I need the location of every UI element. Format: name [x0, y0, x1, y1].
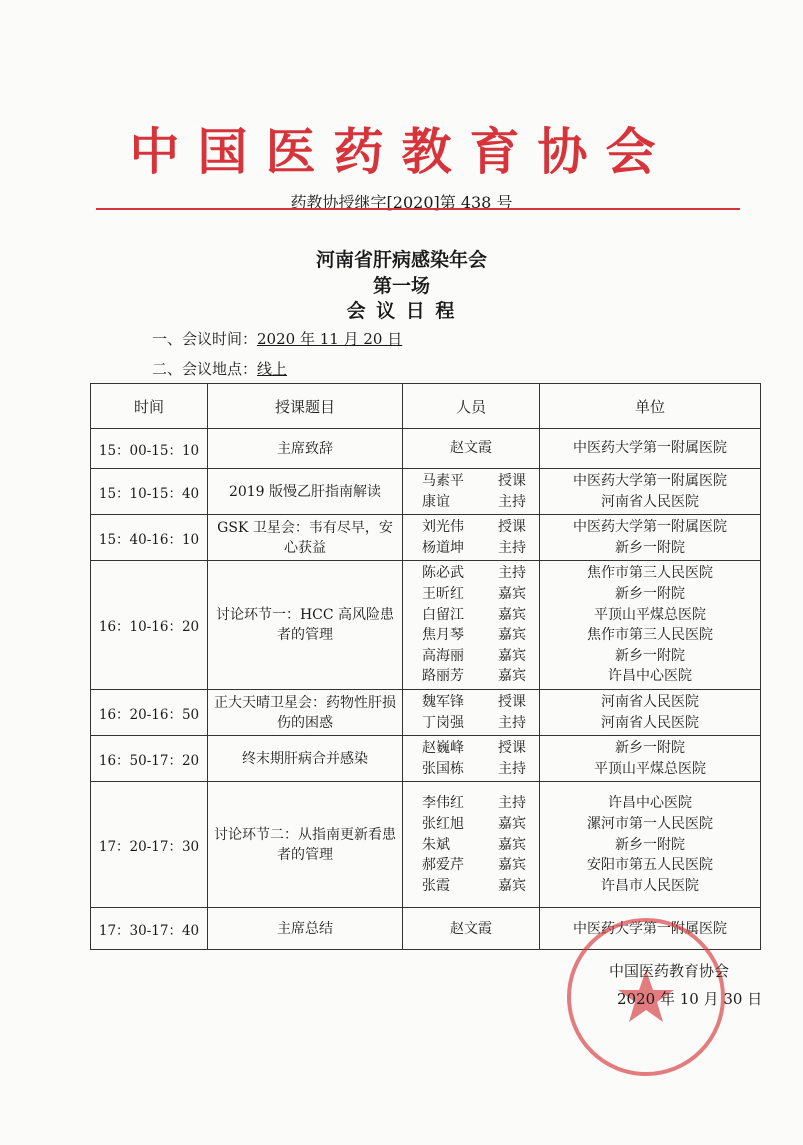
session-people: [403, 561, 540, 690]
table-row: [91, 736, 761, 782]
person-entry: [406, 605, 536, 626]
session-units: [540, 561, 761, 690]
session-time: 15：00-15：10: [91, 429, 208, 469]
unit-name: 安阳市第五人民医院: [587, 857, 713, 874]
unit-name: 许昌市人民医院: [601, 877, 699, 894]
person-role: 嘉宾: [498, 606, 526, 623]
table-row: [91, 782, 761, 908]
session-topic: 讨论环节二：从指南更新看患者的管理: [208, 782, 403, 908]
session-people: [403, 736, 540, 782]
session-topic: GSK 卫星会：韦有尽早，安心获益: [208, 515, 403, 561]
person-role: 主持: [498, 493, 526, 510]
session-time: 16：10-16：20: [91, 561, 208, 690]
header-people: 人员: [403, 384, 540, 429]
person-name: 焦月琴: [422, 627, 464, 644]
footer-organization: 中国医药教育协会: [609, 962, 730, 980]
table-row: [91, 689, 761, 735]
person-entry: [406, 492, 536, 513]
person-name: 张国栋: [422, 760, 464, 777]
session-units: [540, 689, 761, 735]
unit-name: 新乡一附院: [615, 740, 685, 757]
meeting-subtitle: 第一场: [372, 275, 430, 297]
person-entry: [406, 471, 536, 492]
session-people: [403, 782, 540, 908]
person-entry: [406, 835, 536, 856]
person-name: 白留江: [422, 606, 464, 623]
unit-name: 新乡一附院: [615, 539, 685, 556]
person-name: 丁岗强: [422, 714, 464, 731]
table-row: [91, 429, 761, 469]
person-name: 张红旭: [422, 815, 464, 832]
person-entry: [406, 793, 536, 814]
person-entry: [406, 563, 536, 584]
unit-name: 中医药大学第一附属医院: [573, 473, 727, 489]
session-people: [403, 515, 540, 561]
unit-name: 焦作市第三人民医院: [587, 565, 713, 582]
person-name: 赵文霞: [450, 920, 492, 937]
person-entry: [406, 625, 536, 646]
unit-name: 中医药大学第一附属医院: [573, 440, 727, 457]
session-topic: 终末期肝病合并感染: [208, 736, 403, 782]
person-name: 陈必武: [422, 565, 464, 582]
unit-name: 新乡一附院: [615, 585, 685, 602]
unit-name: 河南省人民医院: [601, 693, 699, 710]
person-entry: [406, 713, 536, 734]
session-time: 15：40-16：10: [91, 515, 208, 561]
person-role: 主持: [498, 565, 526, 582]
table-row: [91, 515, 761, 561]
session-people: [403, 908, 540, 950]
session-topic: 2019 版慢乙肝指南解读: [208, 469, 403, 515]
person-entry: [406, 517, 536, 538]
person-role: 嘉宾: [498, 815, 526, 832]
person-entry: [406, 814, 536, 835]
meeting-place-label: 二、会议地点：: [152, 360, 258, 378]
person-role: 嘉宾: [498, 668, 526, 685]
person-name: 马素平: [422, 473, 464, 489]
person-entry: [406, 538, 536, 559]
unit-name: 中医药大学第一附属医院: [573, 920, 727, 937]
person-role: 主持: [498, 760, 526, 777]
meeting-place-value: 线上: [257, 360, 288, 378]
session-units: [540, 429, 761, 469]
person-name: 赵巍峰: [422, 740, 464, 757]
session-units: [540, 782, 761, 908]
unit-name: 河南省人民医院: [601, 493, 699, 510]
table-row: [91, 469, 761, 515]
person-name: 郝爱芹: [422, 857, 464, 874]
person-name: 刘光伟: [422, 519, 464, 536]
meeting-time-value: 2020 年 11 月 20 日: [257, 330, 403, 348]
session-time: 17：20-17：30: [91, 782, 208, 908]
person-role: 嘉宾: [498, 585, 526, 602]
unit-name: 新乡一附院: [615, 647, 685, 664]
person-role: 主持: [498, 714, 526, 731]
person-entry: [406, 759, 536, 780]
person-role: 授课: [498, 473, 526, 489]
person-role: 主持: [498, 795, 526, 812]
document-number: 药教协授继字[2020]第 438 号: [290, 193, 513, 212]
organization-title: 中国医药教育协会: [129, 122, 674, 181]
person-entry: [406, 584, 536, 605]
session-topic: 正大天晴卫星会：药物性肝损伤的困惑: [208, 689, 403, 735]
header-units: 单位: [540, 384, 761, 429]
person-entry: [406, 438, 536, 459]
person-name: 杨道坤: [422, 539, 464, 556]
unit-name: 漯河市第一人民医院: [587, 815, 713, 832]
session-topic: 主席总结: [208, 908, 403, 950]
header-time: 时间: [91, 384, 208, 429]
person-name: 高海丽: [422, 647, 464, 664]
person-name: 赵文霞: [450, 440, 492, 457]
person-name: 王昕红: [422, 585, 464, 602]
meeting-time: [152, 328, 402, 349]
person-role: 主持: [498, 539, 526, 556]
session-time: 16：50-17：20: [91, 736, 208, 782]
session-units: [540, 515, 761, 561]
person-entry: [406, 666, 536, 687]
footer-date: 2020 年 10 月 30 日: [617, 990, 763, 1008]
unit-name: 河南省人民医院: [601, 714, 699, 731]
person-entry: [406, 855, 536, 876]
person-entry: [406, 919, 536, 940]
person-role: 嘉宾: [498, 836, 526, 853]
session-time: 17：30-17：40: [91, 908, 208, 950]
person-role: 嘉宾: [498, 647, 526, 664]
unit-name: 新乡一附院: [615, 836, 685, 853]
person-role: 嘉宾: [498, 857, 526, 874]
person-entry: [406, 692, 536, 713]
session-units: [540, 469, 761, 515]
person-name: 康谊: [422, 493, 450, 510]
person-role: 嘉宾: [498, 627, 526, 644]
session-time: 16：20-16：50: [91, 689, 208, 735]
person-role: 授课: [498, 693, 526, 710]
header-divider: [96, 208, 740, 210]
session-topic: 主席致辞: [208, 429, 403, 469]
person-entry: [406, 876, 536, 897]
person-role: 授课: [498, 519, 526, 536]
meeting-time-label: 一、会议时间：: [152, 330, 258, 348]
person-name: 朱斌: [422, 836, 450, 853]
unit-name: 焦作市第三人民医院: [587, 627, 713, 644]
unit-name: 许昌中心医院: [608, 668, 692, 685]
session-people: [403, 429, 540, 469]
unit-name: 平顶山平煤总医院: [594, 760, 706, 777]
unit-name: 许昌中心医院: [608, 795, 692, 812]
person-entry: [406, 738, 536, 759]
unit-name: 中医药大学第一附属医院: [573, 519, 727, 536]
person-role: 嘉宾: [498, 877, 526, 894]
session-units: [540, 736, 761, 782]
agenda-table: [90, 383, 761, 950]
meeting-place: [152, 358, 287, 379]
session-people: [403, 689, 540, 735]
table-header-row: [91, 384, 761, 429]
person-name: 路丽芳: [422, 668, 464, 685]
person-name: 张霞: [422, 877, 450, 894]
header-topic: 授课题目: [208, 384, 403, 429]
session-people: [403, 469, 540, 515]
person-entry: [406, 646, 536, 667]
unit-name: 平顶山平煤总医院: [594, 606, 706, 623]
agenda-heading: 会 议 日 程: [346, 300, 457, 322]
session-topic: 讨论环节一：HCC 高风险患者的管理: [208, 561, 403, 690]
person-name: 魏军锋: [422, 693, 464, 710]
person-name: 李伟红: [422, 795, 464, 812]
session-time: 15：10-15：40: [91, 469, 208, 515]
meeting-title: 河南省肝病感染年会: [315, 249, 487, 271]
table-row: [91, 561, 761, 690]
person-role: 授课: [498, 740, 526, 757]
